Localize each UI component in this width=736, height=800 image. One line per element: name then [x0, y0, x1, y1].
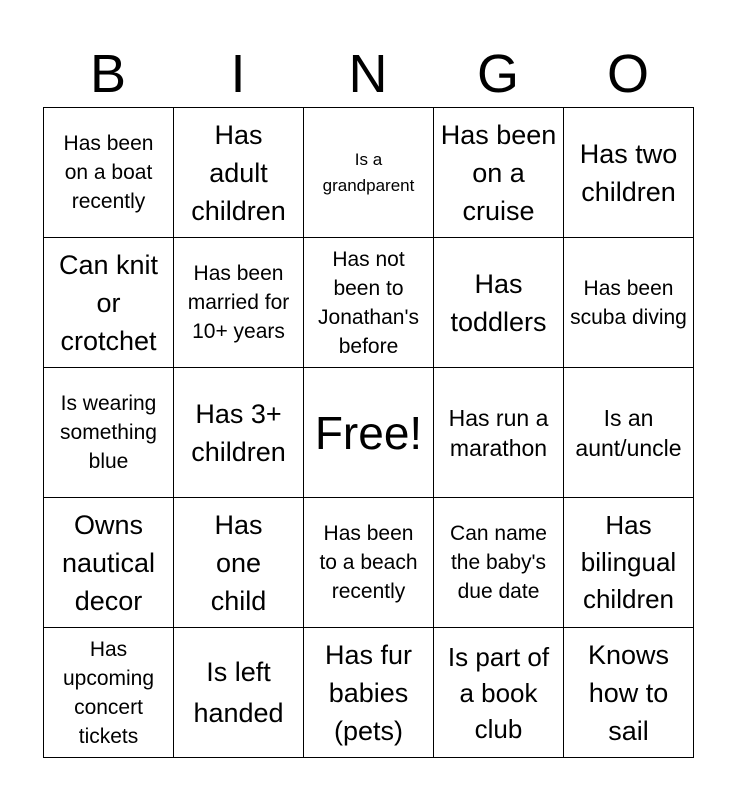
- bingo-cell[interactable]: [174, 108, 304, 238]
- cell-text: Has fur babies (pets): [324, 639, 413, 746]
- cell-text: Has been scuba diving: [570, 276, 687, 329]
- bingo-cell[interactable]: [434, 368, 564, 498]
- bingo-cell[interactable]: [434, 238, 564, 368]
- cell-text: Has been on a boat recently: [63, 132, 154, 213]
- cell-text: Free!: [314, 406, 423, 459]
- bingo-cell[interactable]: [434, 628, 564, 758]
- cell-text: Is left handed: [193, 656, 284, 728]
- bingo-cell[interactable]: [304, 238, 434, 368]
- bingo-cell[interactable]: [44, 628, 174, 758]
- cell-text: Has adult children: [191, 119, 286, 226]
- bingo-cell[interactable]: [304, 628, 434, 758]
- free-space[interactable]: [304, 368, 434, 498]
- cell-text: Has toddlers: [450, 268, 547, 337]
- bingo-cell[interactable]: [304, 498, 434, 628]
- cell-text: Knows how to sail: [587, 639, 670, 746]
- bingo-cell[interactable]: [174, 498, 304, 628]
- cell-text: Is part of a book club: [447, 641, 550, 744]
- bingo-cell[interactable]: [564, 238, 694, 368]
- cell-text: Has bilingual children: [580, 510, 677, 614]
- bingo-cell[interactable]: [564, 108, 694, 238]
- cell-text: Has been to a beach recently: [319, 522, 418, 603]
- bingo-grid: [43, 107, 694, 758]
- header-letter-g: G: [476, 44, 519, 104]
- cell-text: Has 3+ children: [191, 398, 286, 467]
- cell-text: Has two children: [579, 138, 678, 207]
- cell-text: Has been on a cruise: [440, 119, 557, 226]
- cell-text: Is wearing something blue: [60, 392, 157, 473]
- cell-text: Has not been to Jonathan's before: [318, 247, 419, 358]
- header-letter-n: N: [348, 44, 388, 104]
- header-letter-o: O: [606, 44, 649, 104]
- bingo-cell[interactable]: [174, 368, 304, 498]
- bingo-cell[interactable]: [44, 108, 174, 238]
- bingo-cell[interactable]: [44, 498, 174, 628]
- header-letter-i: I: [230, 44, 246, 104]
- bingo-cell[interactable]: [304, 108, 434, 238]
- cell-text: Can knit or crotchet: [58, 249, 159, 356]
- bingo-cell[interactable]: [434, 498, 564, 628]
- bingo-cell[interactable]: [44, 368, 174, 498]
- cell-text: Owns nautical decor: [61, 509, 156, 616]
- bingo-cell[interactable]: [564, 498, 694, 628]
- bingo-cell[interactable]: [174, 238, 304, 368]
- cell-text: Has upcoming concert tickets: [62, 637, 155, 748]
- bingo-cell[interactable]: [434, 108, 564, 238]
- cell-text: Has run a marathon: [448, 404, 549, 461]
- cell-text: Has been married for 10+ years: [187, 262, 290, 343]
- cell-text: Is an aunt/uncle: [575, 404, 682, 461]
- bingo-cell[interactable]: [174, 628, 304, 758]
- cell-text: Has one child: [210, 509, 267, 616]
- bingo-header: [43, 42, 693, 106]
- bingo-cell[interactable]: [44, 238, 174, 368]
- bingo-cell[interactable]: [564, 628, 694, 758]
- header-letter-b: B: [89, 44, 127, 104]
- cell-text: Can name the baby's due date: [450, 522, 547, 603]
- bingo-cell[interactable]: [564, 368, 694, 498]
- cell-text: Is a grandparent: [322, 149, 415, 195]
